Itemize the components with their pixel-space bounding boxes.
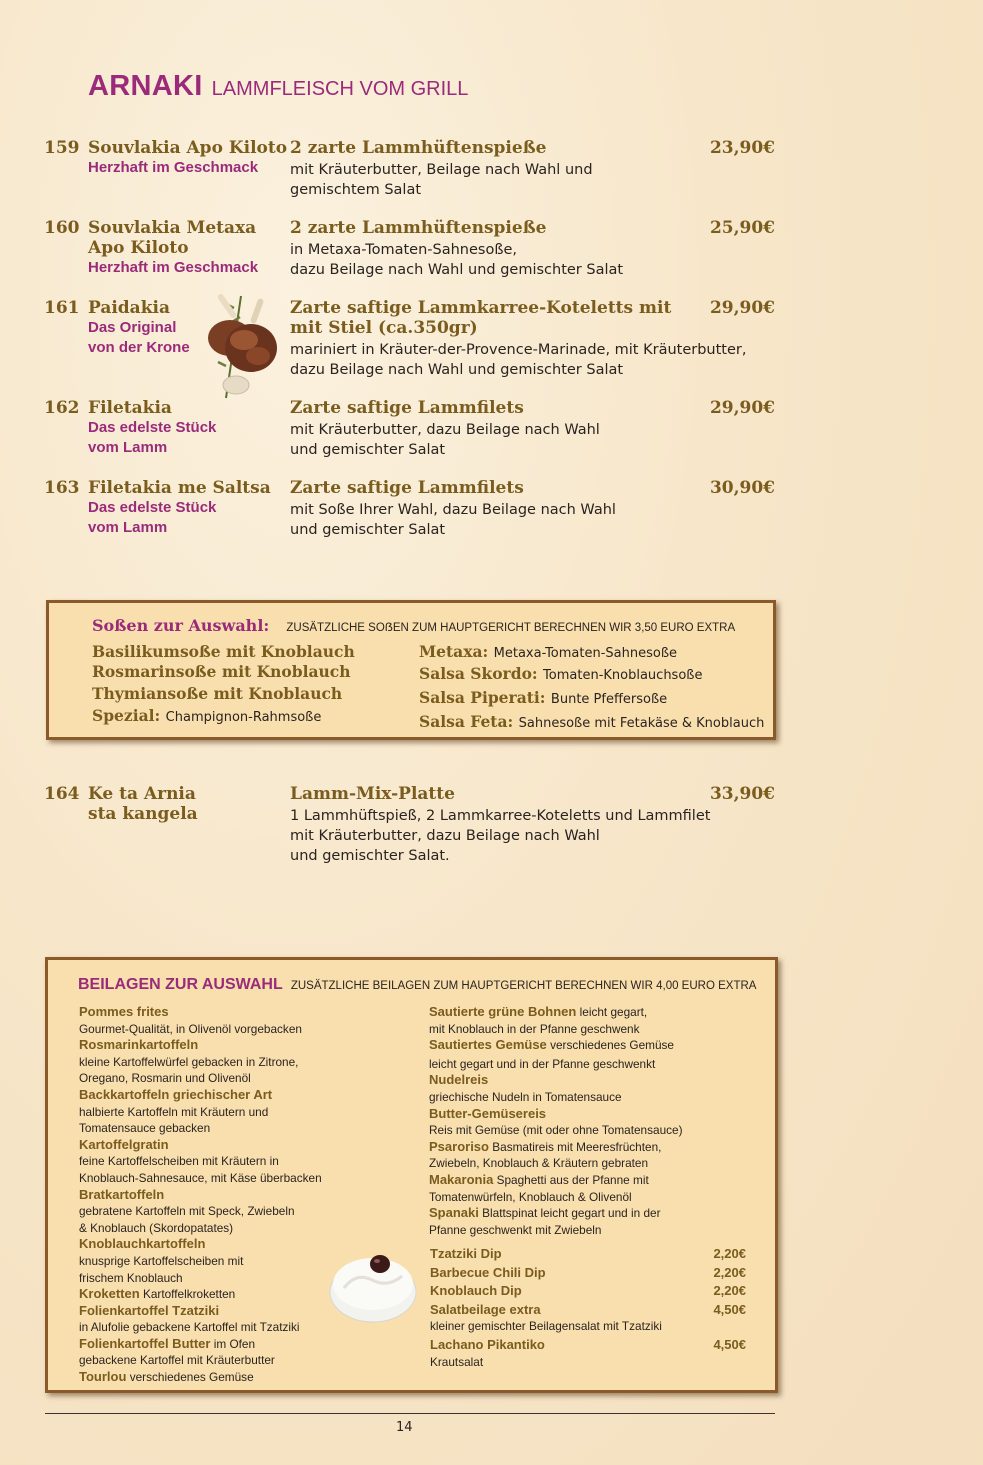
dish-title: Lamm-Mix-Platte	[290, 784, 455, 804]
dish-name-text: Souvlakia Apo Kiloto	[88, 138, 288, 158]
side-item: Folienkartoffel Tzatziki in Alufolie gebackene Kartoffel mit Tzatziki	[79, 1302, 300, 1335]
sides-note: ZUSÄTZLICHE BEILAGEN ZUM HAUPTGERICHT BERECHNEN WIR 4,00 EURO EXTRA	[290, 980, 757, 992]
sauce-item: Salsa Feta: Sahnesoße mit Fetakäse & Knoblauch	[419, 712, 765, 731]
dish-price: 29,90€	[709, 398, 775, 418]
tzatziki-bowl-image	[328, 1240, 418, 1326]
dish-price: 25,90€	[709, 218, 775, 238]
dish-subtitle: Das edelste Stück	[88, 419, 217, 436]
desc-line: mit Soße Ihrer Wahl, dazu Beilage nach Wahl	[290, 502, 616, 518]
desc-line: mit Kräuterbutter, Beilage nach Wahl und	[290, 162, 593, 178]
side-item: Nudelreis griechische Nudeln in Tomatensauce	[429, 1072, 622, 1104]
lamb-chops-image	[196, 288, 286, 403]
dish-name-line: sta kangela	[88, 804, 198, 824]
dish-price: 33,90€	[709, 784, 775, 804]
dish-number: 159	[44, 138, 80, 158]
side-item: Butter-Gemüsereis Reis mit Gemüse (mit oder ohne Tomatensauce)	[429, 1105, 683, 1138]
title-line: Zarte saftige Lammkarree-Koteletts mit	[290, 298, 672, 318]
dish-name-text: Paidakia	[88, 298, 170, 318]
sauce-item: Salsa Skordo: Tomaten-Knoblauchsoße	[419, 664, 703, 683]
side-item: Spanaki Blattspinat leicht gegart und in der Pfanne geschwenkt mit Zwiebeln	[429, 1205, 661, 1237]
dish-name-text: Filetakia me Saltsa	[88, 478, 271, 498]
dish-title: 2 zarte Lammhüftenspieße	[290, 218, 547, 238]
title-line: mit Stiel (ca.350gr)	[290, 318, 478, 338]
desc-line: mariniert in Kräuter-der-Provence-Marinade, mit Kräuterbutter,	[290, 342, 747, 358]
sauces-heading	[92, 616, 735, 635]
dish-subtitle: von der Krone	[88, 339, 190, 356]
dish-subtitle: Das edelste Stück	[88, 499, 217, 516]
sauces-left-list	[92, 642, 355, 728]
dish-description	[290, 340, 770, 380]
desc-line: gemischtem Salat	[290, 182, 422, 198]
dish-name-line: Ke ta Arnia	[88, 784, 196, 804]
desc-line: und gemischter Salat	[290, 442, 446, 458]
dish-description	[290, 806, 770, 866]
side-item: Rosmarinkartoffeln kleine Kartoffelwürfel gebacken in Zitrone, Oregano, Rosmarin und Olivenöl	[79, 1037, 299, 1086]
side-item: Kartoffelgratin feine Kartoffelscheiben mit Kräutern in Knoblauch-Sahnesauce, mit Käse überbacken	[79, 1136, 322, 1185]
side-item: Kroketten Kartoffelkroketten	[79, 1286, 236, 1302]
side-item: Pommes frites Gourmet-Qualität, in Olivenöl vorgebacken	[79, 1004, 302, 1036]
dish-subtitle: Herzhaft im Geschmack	[88, 159, 259, 176]
dish-price: 23,90€	[709, 138, 775, 158]
dish-subtitle: vom Lamm	[88, 519, 168, 536]
sauce-item: Salsa Piperati: Bunte Pfeffersoße	[419, 688, 668, 707]
sides-priced-list	[430, 1245, 746, 1370]
desc-line: mit Kräuterbutter, dazu Beilage nach Wahl	[290, 422, 600, 438]
sauce-item: Rosmarinsoße mit Knoblauch	[92, 662, 351, 681]
dish-number: 161	[44, 298, 80, 318]
priced-item: Barbecue Chili Dip 2,20€	[430, 1264, 746, 1280]
side-item: Sautierte grüne Bohnen leicht gegart, mit Knoblauch in der Pfanne geschwenk	[429, 1004, 648, 1036]
dish-title: 2 zarte Lammhüftenspieße	[290, 138, 547, 158]
desc-line: und gemischter Salat	[290, 522, 446, 538]
title-main: ARNAKI	[88, 70, 203, 102]
dish-subtitle: vom Lamm	[88, 439, 168, 456]
dish-name-text: Filetakia	[88, 398, 172, 418]
sides-heading	[78, 974, 756, 994]
page-title	[88, 70, 468, 103]
dish-number: 162	[44, 398, 80, 418]
dish-subtitle: Das Original	[88, 319, 177, 336]
desc-line: mit Kräuterbutter, dazu Beilage nach Wahl	[290, 828, 600, 844]
side-item: Sautiertes Gemüse verschiedenes Gemüse leicht gegart und in der Pfanne geschwenkt	[429, 1037, 674, 1071]
dish-name	[88, 478, 288, 538]
desc-line: dazu Beilage nach Wahl und gemischter Salat	[290, 362, 624, 378]
sauces-title: Soßen zur Auswahl:	[92, 616, 270, 635]
title-sub: LAMMFLEISCH VOM GRILL	[211, 78, 469, 100]
sides-right-list	[429, 1004, 749, 1238]
page-number: 14	[396, 1420, 413, 1435]
side-item: Backkartoffeln griechischer Art halbierte Kartoffeln mit Kräutern und Tomatensauce gebacken	[79, 1086, 273, 1136]
dish-number: 164	[44, 784, 80, 804]
priced-item: Knoblauch Dip 2,20€	[430, 1283, 746, 1298]
dish-name-line: Apo Kiloto	[88, 238, 189, 258]
dish-name	[88, 398, 288, 458]
priced-item: Lachano Pikantiko 4,50€	[430, 1337, 746, 1352]
dish-name	[88, 218, 288, 278]
sauces-right-list	[419, 642, 764, 734]
dish-title: Zarte saftige Lammfilets	[290, 478, 524, 498]
side-item: Knoblauchkartoffeln knusprige Kartoffelscheiben mit frischem Knoblauch	[79, 1236, 244, 1285]
sauce-item: Spezial: Champignon-Rahmsoße	[92, 706, 322, 725]
side-item: Psaroriso Basmatireis mit Meeresfrüchten, Zwiebeln, Knoblauch & Kräutern gebraten	[429, 1138, 662, 1171]
sides-left-list	[79, 1004, 399, 1386]
dish-name	[88, 138, 288, 178]
side-item: Makaronia Spaghetti aus der Pfanne mit Tomatenwürfeln, Knoblauch & Olivenöl	[429, 1171, 649, 1204]
desc-line: und gemischter Salat.	[290, 848, 450, 864]
dish-name	[88, 784, 288, 824]
dish-description	[290, 160, 770, 200]
priced-item: Tzatziki Dip 2,20€	[430, 1246, 746, 1261]
sauces-note: ZUSÄTZLICHE SOẞEN ZUM HAUPTGERICHT BERECHNEN WIR 3,50 EURO EXTRA	[286, 622, 736, 634]
sauce-item: Metaxa: Metaxa-Tomaten-Sahnesoße	[419, 642, 678, 661]
dish-title: Zarte saftige Lammfilets	[290, 398, 524, 418]
dish-description	[290, 420, 770, 460]
dish-description	[290, 500, 770, 540]
dish-price: 29,90€	[709, 298, 775, 318]
dish-subtitle: Herzhaft im Geschmack	[88, 259, 259, 276]
sides-title: BEILAGEN ZUR AUSWAHL	[78, 976, 283, 993]
dish-name-line: Souvlakia Metaxa	[88, 218, 257, 238]
dish-number: 163	[44, 478, 80, 498]
dish-price: 30,90€	[709, 478, 775, 498]
side-item: Folienkartoffel Butter im Ofen gebackene Kartoffel mit Kräuterbutter	[79, 1335, 275, 1368]
desc-line: dazu Beilage nach Wahl und gemischter Salat	[290, 262, 624, 278]
footer-divider	[45, 1413, 775, 1414]
dish-number: 160	[44, 218, 80, 238]
desc-line: in Metaxa-Tomaten-Sahnesoße,	[290, 242, 517, 258]
priced-item-desc: Krautsalat	[430, 1354, 484, 1369]
side-item: Bratkartoffeln gebratene Kartoffeln mit Speck, Zwiebeln & Knoblauch (Skordopatates)	[79, 1186, 295, 1235]
dish-description	[290, 240, 770, 280]
sauce-item: Basilikumsoße mit Knoblauch	[92, 642, 355, 661]
priced-item-desc: kleiner gemischter Beilagensalat mit Tzatziki	[430, 1319, 662, 1333]
sauce-item: Thymiansoße mit Knoblauch	[92, 684, 343, 703]
priced-item: Salatbeilage extra 4,50€	[430, 1301, 746, 1317]
dish-title	[290, 298, 690, 338]
side-item: Tourlou verschiedenes Gemüse	[79, 1369, 254, 1385]
desc-line: 1 Lammhüftspieß, 2 Lammkarree-Koteletts und Lammfilet	[290, 808, 711, 824]
